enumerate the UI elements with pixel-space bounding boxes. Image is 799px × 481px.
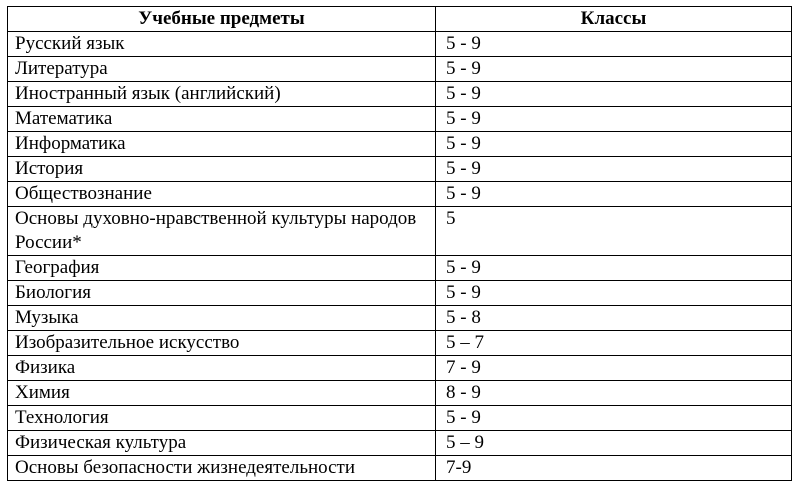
subject-cell: Химия bbox=[8, 381, 436, 406]
grades-cell: 5 - 9 bbox=[436, 406, 792, 431]
subject-cell: Русский язык bbox=[8, 32, 436, 57]
subjects-table bbox=[7, 6, 792, 481]
table-row bbox=[8, 57, 792, 82]
grades-cell: 5 – 7 bbox=[436, 331, 792, 356]
table-row bbox=[8, 406, 792, 431]
grades-cell: 5 - 9 bbox=[436, 157, 792, 182]
table-row bbox=[8, 431, 792, 456]
table-row bbox=[8, 132, 792, 157]
grades-cell: 5 - 8 bbox=[436, 306, 792, 331]
grades-cell: 5 - 9 bbox=[436, 82, 792, 107]
grades-cell: 5 - 9 bbox=[436, 32, 792, 57]
header-subjects: Учебные предметы bbox=[8, 7, 436, 32]
grades-cell: 5 - 9 bbox=[436, 132, 792, 157]
grades-cell: 8 - 9 bbox=[436, 381, 792, 406]
table-row bbox=[8, 256, 792, 281]
header-grades: Классы bbox=[436, 7, 792, 32]
grades-cell: 5 – 9 bbox=[436, 431, 792, 456]
subject-cell: Иностранный язык (английский) bbox=[8, 82, 436, 107]
table-row bbox=[8, 182, 792, 207]
subject-cell: Обществознание bbox=[8, 182, 436, 207]
table-row bbox=[8, 356, 792, 381]
subject-cell: Основы безопасности жизнедеятельности bbox=[8, 456, 436, 481]
subject-cell: Музыка bbox=[8, 306, 436, 331]
table-row bbox=[8, 32, 792, 57]
grades-cell: 5 - 9 bbox=[436, 57, 792, 82]
table-row bbox=[8, 331, 792, 356]
table-row bbox=[8, 107, 792, 132]
grades-cell: 5 bbox=[436, 207, 792, 256]
subject-cell: Физическая культура bbox=[8, 431, 436, 456]
subject-cell: Биология bbox=[8, 281, 436, 306]
table-row bbox=[8, 456, 792, 481]
document-page bbox=[7, 6, 792, 481]
table-row bbox=[8, 82, 792, 107]
table-row bbox=[8, 157, 792, 182]
subject-cell: Математика bbox=[8, 107, 436, 132]
grades-cell: 5 - 9 bbox=[436, 256, 792, 281]
subject-cell: Физика bbox=[8, 356, 436, 381]
grades-cell: 5 - 9 bbox=[436, 182, 792, 207]
subject-cell: Информатика bbox=[8, 132, 436, 157]
subject-cell: Литература bbox=[8, 57, 436, 82]
grades-cell: 7 - 9 bbox=[436, 356, 792, 381]
subject-cell: Изобразительное искусство bbox=[8, 331, 436, 356]
table-header-row bbox=[8, 7, 792, 32]
grades-cell: 5 - 9 bbox=[436, 281, 792, 306]
table-row bbox=[8, 381, 792, 406]
subject-cell: История bbox=[8, 157, 436, 182]
subject-cell: Технология bbox=[8, 406, 436, 431]
grades-cell: 5 - 9 bbox=[436, 107, 792, 132]
table-row bbox=[8, 207, 792, 256]
subject-cell: География bbox=[8, 256, 436, 281]
grades-cell: 7-9 bbox=[436, 456, 792, 481]
table-row bbox=[8, 281, 792, 306]
table-row bbox=[8, 306, 792, 331]
subject-cell: Основы духовно-нравственной культуры народов России* bbox=[8, 207, 436, 256]
